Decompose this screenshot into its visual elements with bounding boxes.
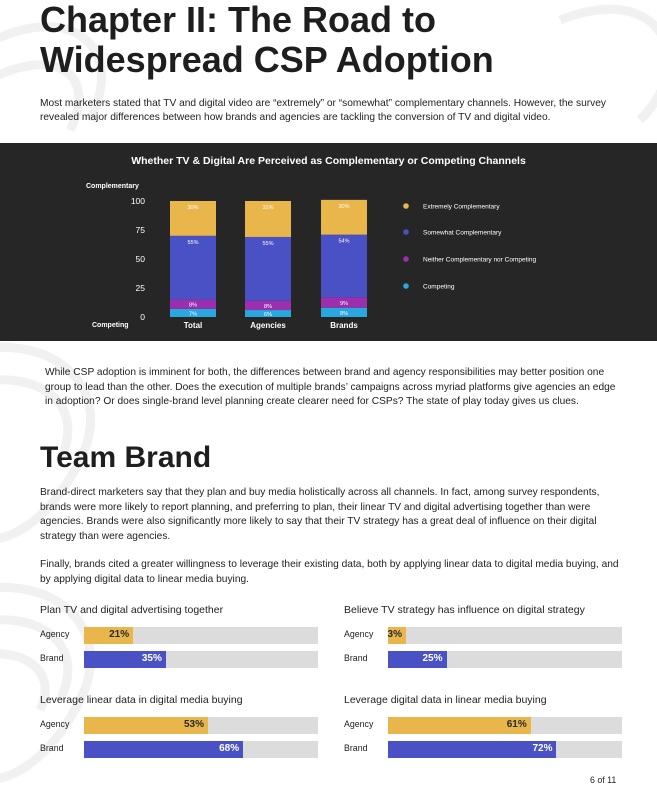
x-tick-label: Agencies xyxy=(250,321,286,330)
brand-planning-paragraph: Brand-direct marketers say that they plan and buy media holistically across all channels. In fact, among survey respondents, brands were more likely to report planning, and preferring to plan, their linear TV and digital advertising together than were agencies. Brands were also significantly more likely to say that their TV strategy has a great deal of influence on their digital strategy than were agencies. xyxy=(40,487,600,542)
bar-track xyxy=(84,717,318,734)
bar-value: 68% xyxy=(219,743,240,754)
adoption-paragraph: While CSP adoption is imminent for both, the differences between brand and agency responsibilities may better position one group to lead than the other. Does the execution of multiple brands’ campaigns across myriad platforms give agencies an edge in adoption? Or does single-brand level planning create clearer need for CSPs? The state of play today gives us clues. xyxy=(45,367,616,407)
bar-fill xyxy=(84,741,243,758)
brand-bar-row xyxy=(344,651,624,668)
legend-label: Neither Complementary nor Competing xyxy=(423,256,537,264)
bar-data-label: 31% xyxy=(262,205,274,211)
bar-value: 35% xyxy=(141,653,162,664)
bar-fill xyxy=(84,651,166,668)
y-tick-label: 100 xyxy=(130,196,145,206)
bar-fill xyxy=(84,627,133,644)
bar-track xyxy=(388,651,622,668)
comparison-panel-plan-together xyxy=(40,604,320,668)
row-label: Brand xyxy=(40,743,64,753)
legend-swatch xyxy=(403,203,409,209)
bar-data-label: 55% xyxy=(187,239,199,246)
bar-data-label: 8% xyxy=(189,302,197,309)
y-axis-label-bottom: Competing xyxy=(92,322,129,329)
agency-bar-row xyxy=(344,717,624,734)
bar-track xyxy=(388,627,622,644)
x-tick-label: Brands xyxy=(330,321,358,330)
stacked-bar-chart xyxy=(0,143,657,341)
bar-data-label: 30% xyxy=(338,203,350,210)
bar-track xyxy=(84,651,318,668)
brand-data-paragraph: Finally, brands cited a greater willingness to leverage their existing data, both by applying linear data to digital media buying, and by applying digital data to linear media buying. xyxy=(40,559,619,585)
bar-value: 72% xyxy=(532,743,553,754)
bar-data-label: 9% xyxy=(340,301,348,307)
page-title: Chapter II: The Road to Widespread CSP Adoption xyxy=(40,0,494,80)
bar-data-label: 6% xyxy=(264,312,272,319)
brand-bar-row xyxy=(40,651,320,668)
row-label: Agency xyxy=(344,719,374,729)
legend-label: Extremely Complementary xyxy=(423,203,500,211)
bar-data-label: 8% xyxy=(264,303,272,310)
bar-value: 25% xyxy=(422,653,443,664)
bar-data-label: 8% xyxy=(340,310,348,317)
panel-title: Leverage linear data in digital media buying xyxy=(40,694,243,706)
chart-title: Whether TV & Digital Are Perceived as Complementary or Competing Channels xyxy=(131,155,526,167)
y-tick-label: 75 xyxy=(135,225,145,235)
stacked-bar-chart-panel xyxy=(0,143,657,341)
panel-title: Leverage digital data in linear media buying xyxy=(344,694,547,706)
bar-track xyxy=(388,717,622,734)
row-label: Brand xyxy=(344,653,368,663)
bar-fill xyxy=(388,741,556,758)
legend-swatch xyxy=(403,283,409,289)
bar-fill xyxy=(84,717,208,734)
comparison-panel-linear-data xyxy=(40,694,320,758)
agency-bar-row xyxy=(40,717,320,734)
bar-value: 21% xyxy=(109,629,130,640)
panel-title: Believe TV strategy has influence on digital strategy xyxy=(344,604,585,616)
agency-bar-row xyxy=(344,627,624,644)
bar-fill xyxy=(388,717,531,734)
bar-data-label: 30% xyxy=(187,205,199,211)
agency-bar-row xyxy=(40,627,320,644)
row-label: Agency xyxy=(344,629,374,639)
bar-fill xyxy=(388,651,447,668)
legend-swatch xyxy=(403,256,409,262)
comparison-panel-tv-influence xyxy=(344,604,624,668)
row-label: Agency xyxy=(40,629,70,639)
y-tick-label: 0 xyxy=(140,312,145,322)
intro-paragraph: Most marketers stated that TV and digital video are “extremely” or “somewhat” complementary channels. However, the survey revealed major differences between how brands and agencies are tackling the conversion of TV and digital video. xyxy=(40,98,607,123)
legend-label: Somewhat Complementary xyxy=(423,229,502,237)
legend-swatch xyxy=(403,229,409,235)
panel-title: Plan TV and digital advertising together xyxy=(40,604,224,616)
bar-data-label: 54% xyxy=(338,238,350,245)
legend-label: Competing xyxy=(423,283,455,291)
bar-fill xyxy=(388,627,406,644)
row-label: Agency xyxy=(40,719,70,729)
bar-value: 53% xyxy=(184,719,205,730)
y-axis-label-top: Complementary xyxy=(86,183,139,190)
bar-data-label: 55% xyxy=(262,240,274,247)
page-number: 6 of 11 xyxy=(590,775,617,785)
section-heading-team-brand: Team Brand xyxy=(40,441,212,474)
y-tick-label: 50 xyxy=(135,254,145,264)
y-tick-label: 25 xyxy=(135,283,145,293)
bar-track xyxy=(84,741,318,758)
bar-data-label: 7% xyxy=(189,311,197,318)
bar-track xyxy=(388,741,622,758)
brand-bar-row xyxy=(344,741,624,758)
bar-value: 61% xyxy=(506,719,527,730)
bar-track xyxy=(84,627,318,644)
x-tick-label: Total xyxy=(183,321,203,330)
brand-bar-row xyxy=(40,741,320,758)
row-label: Brand xyxy=(344,743,368,753)
bar-value: 3% xyxy=(387,629,402,640)
comparison-panel-digital-data xyxy=(344,694,624,758)
row-label: Brand xyxy=(40,653,64,663)
